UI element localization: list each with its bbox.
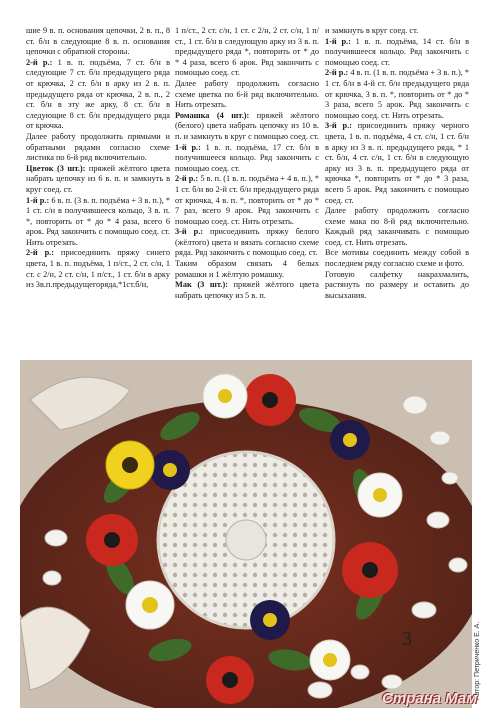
paragraph-text: Далее работу продолжить прямыми и обратными рядами согласно схеме листика по 6-й ряд включительно. — [26, 131, 170, 163]
paragraph-text: 1 в. п. подъёма, 17 ст. б/н в получившееся кольцо. Ряд закончить с помощью соед. ст. — [175, 142, 320, 173]
paragraph-heading: 2-й р.: — [26, 248, 55, 258]
paragraph-text: Далее работу продолжить согласно схеме мака по 8-й ряд включительно. Каждый ряд заканчивать с помощью соед. ст. Нить отрезать. — [325, 206, 469, 247]
paragraph — [325, 248, 469, 269]
paragraph — [325, 37, 469, 69]
paragraph-heading: Цветок (3 шт.): — [26, 163, 86, 173]
paragraph — [325, 270, 469, 302]
paragraph-text: 1 в. п. подъёма, 7 ст. б/н в следующие 7 ст. б/н предыдущего ряда от крючка, 2 ст. б/н в арку из 2 в. п. предыдущего ряда от крючка, 2 в. п., 2 ст. б/н в эту же арку, 8 ст. б/н в следующие 8 ст. б/н предыдущего ряда от крючка. — [26, 57, 170, 131]
paragraph — [325, 26, 469, 37]
doily-photo — [20, 360, 472, 708]
paragraph — [325, 206, 469, 248]
paragraph-text: шие 9 в. п. основания цепочки, 2 в. п., 8 ст. б/н в следующие 8 в. п. основания цепочки с обратной стороны. — [26, 26, 170, 57]
paragraph-text: присоединить пряжу белого (жёлтого) цвета и вязать согласно схеме ряда. Ряд закончить с помощью соед. ст. — [175, 227, 319, 258]
paragraph-heading: 1-й р.: — [26, 195, 50, 205]
paragraph-text: 1 п/ст., 2 ст. с/н, 1 ст. с 2/н, 2 ст. с/н, 1 п/ст., 1 ст. б/н в следующую арку из 3 в. п. предыдущего ряда *, повторить от * до * 4 раза, всего 6 арок. Ряд закончить с помощью соед. ст. — [175, 26, 319, 78]
paragraph — [26, 164, 170, 196]
paragraph-text: пряжей жёлтого (белого) цвета набрать цепочку из 10 в. п. и замкнуть в круг с помощью соед. ст. — [175, 110, 319, 141]
paragraph — [26, 26, 170, 58]
paragraph-heading: 3-й р.: — [325, 121, 352, 131]
paragraph — [175, 111, 319, 143]
paragraph-text: 5 в. п. (1 в. п. подъёма + 4 в. п.), * 1 ст. б/н во 2-й ст. б/н предыдущего ряда от крючка, 4 в. п. *, повторить от * до * 7 раз, всего 9 арок. Ряд закончить с помощью соед. ст. Нить отрезать. — [175, 174, 320, 226]
text-column-1 — [26, 26, 170, 291]
paragraph-text: и замкнуть в круг соед. ст. — [325, 26, 419, 35]
paragraph — [175, 79, 319, 111]
paragraph-heading: Ромашка (4 шт.): — [175, 110, 250, 120]
paragraph-text: присоединить пряжу синего цвета, 1 в. п. подъёма, 1 п/ст., 2 ст. с/н, 1 ст. с 2/н, 2 ст. с/н, 1 п/ст., 1 ст. б/н в арку из 3в.п.предыдущегоряда,*1ст.б/н, — [26, 248, 170, 290]
paragraph — [26, 58, 170, 132]
paragraph-heading: Мак (3 шт.): — [175, 280, 228, 290]
paragraph — [175, 280, 319, 301]
paragraph-heading: 2-й р.: — [325, 68, 349, 78]
site-logo: Страна Мам — [382, 690, 478, 707]
doily-photo-illustration — [20, 360, 472, 708]
paragraph-heading: 3-й р.: — [175, 227, 204, 237]
paragraph — [325, 121, 469, 206]
page-number: 3 — [402, 628, 412, 650]
paragraph — [26, 196, 170, 249]
text-column-2 — [175, 26, 319, 301]
paragraph — [175, 227, 319, 259]
paragraph-text: Таким образом связать 4 белых ромашки и 1 жёлтую ромашку. — [175, 259, 319, 279]
paragraph — [26, 248, 170, 290]
doily-center — [226, 520, 266, 560]
paragraph-text: присоединить пряжу черного цвета, 1 в. п. подъёма, 4 ст. с/н, 1 ст. б/н в арку из 3 в. п. предыдущего ряда, * 1 ст. б/н, 4 ст. с/н, 1 ст. б/н в следующую арку из 3 в. п. предыдущего ряда от крючка *, повторить от * до * 3 раза, всего 5 арок. Ряд закончить с помощью соед. ст. — [325, 121, 470, 205]
paragraph-heading: 2-й р.: — [175, 174, 199, 184]
paragraph-text: Готовую салфетку накрахмалить, растянуть по размеру и оставить до высыхания. — [325, 269, 469, 300]
paragraph-text: пряжей жёлтого цвета набрать цепочку из 5 в. п. — [175, 280, 319, 300]
paragraph-heading: 2-й р.: — [26, 57, 53, 67]
paragraph-text: пряжей жёлтого цвета набрать цепочку из 6 в. п. и замкнуть в круг соед. ст. — [26, 163, 170, 194]
paragraph — [175, 259, 319, 280]
paragraph — [175, 26, 319, 79]
text-column-3 — [325, 26, 469, 301]
paragraph-heading: 1-й р.: — [325, 36, 351, 46]
paragraph — [325, 68, 469, 121]
paragraph-heading: 1-й р.: — [175, 142, 201, 152]
yellow-daisy-center — [122, 457, 138, 473]
paragraph-text: 4 в. п. (1 в. п. подъёма + 3 в. п.), * 1 ст. б/н в 4-й ст. б/н предыдущего ряда от крючка, 3 в. п. *, повторить от * до * 3 раза, всего 5 арок. Ряд закончить с помощью соед. ст. Нить отрезать. — [325, 68, 470, 120]
paragraph — [175, 174, 319, 227]
paragraph — [26, 132, 170, 164]
paragraph-text: Все мотивы соединить между собой в последнем ряду согласно схеме и фото. — [325, 248, 469, 269]
paragraph-text: 6 в. п. (3 в. п. подъёма + 3 в. п.), * 1 ст. с/н в получившееся кольцо, 3 в. п. *, повторить от * до * 4 раза, всего 6 арок. Ряд закончить с помощью соед. ст. Нить отрезать. — [26, 195, 171, 247]
paragraph — [175, 143, 319, 175]
author-credit: Автор: Петриченко Е. А. — [474, 621, 481, 700]
paragraph-text: 1 в. п. подъёма, 14 ст. б/н в получившееся кольцо. Ряд закончить с помощью соед. ст. — [325, 36, 470, 67]
paragraph-text: Далее работу продолжить согласно схеме цветка по 6-й ряд включительно. Нить отрезать. — [175, 78, 319, 110]
